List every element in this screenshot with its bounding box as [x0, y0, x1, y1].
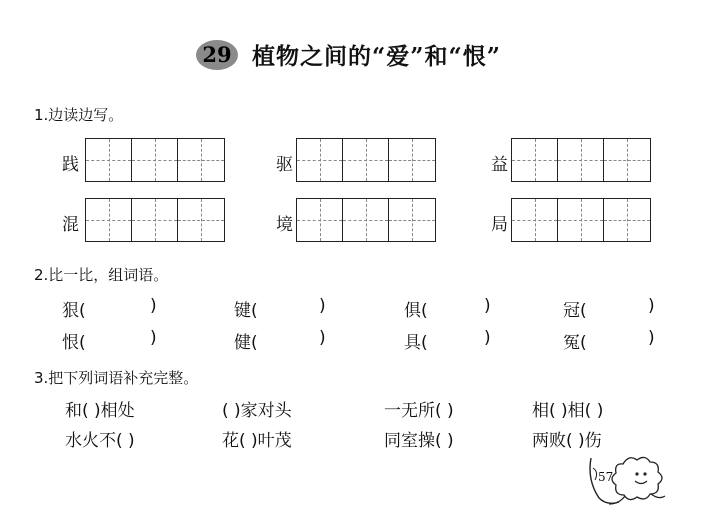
- idiom-item: 同室操( ): [384, 431, 454, 451]
- writing-cell[interactable]: [86, 139, 132, 181]
- close-paren: ): [484, 296, 491, 316]
- writing-grid[interactable]: [296, 198, 436, 242]
- lesson-number-badge: 29: [196, 40, 238, 70]
- writing-cell[interactable]: [178, 139, 224, 181]
- writing-cell[interactable]: [512, 139, 558, 181]
- idiom-item: 相( )相( ): [532, 401, 604, 421]
- writing-grid[interactable]: [511, 138, 651, 182]
- compare-word: 具(: [404, 333, 428, 353]
- close-paren: ): [150, 328, 157, 348]
- writing-cell[interactable]: [604, 139, 650, 181]
- page-number: 57: [598, 470, 614, 484]
- lesson-header: [0, 34, 721, 78]
- close-paren: ): [319, 296, 326, 316]
- close-paren: ): [150, 296, 157, 316]
- idiom-item: 和( )相处: [65, 401, 135, 421]
- compare-word: 狠(: [62, 301, 86, 321]
- compare-word: 键(: [234, 301, 258, 321]
- idiom-item: ( )家对头: [222, 401, 292, 421]
- writing-cell[interactable]: [389, 139, 435, 181]
- writing-cell[interactable]: [178, 199, 224, 241]
- writing-cell[interactable]: [558, 199, 604, 241]
- idiom-item: 花( )叶茂: [222, 431, 292, 451]
- writing-cell[interactable]: [604, 199, 650, 241]
- char-label: 境: [276, 215, 293, 235]
- compare-word: 冤(: [563, 333, 587, 353]
- writing-grid[interactable]: [296, 138, 436, 182]
- writing-cell[interactable]: [132, 139, 178, 181]
- writing-grid[interactable]: [85, 138, 225, 182]
- idiom-item: 一无所( ): [384, 401, 454, 421]
- char-label: 局: [491, 215, 508, 235]
- writing-cell[interactable]: [132, 199, 178, 241]
- compare-word: 冠(: [563, 301, 587, 321]
- writing-grid[interactable]: [85, 198, 225, 242]
- close-paren: ): [648, 328, 655, 348]
- compare-word: 俱(: [404, 301, 428, 321]
- compare-word: 健(: [234, 333, 258, 353]
- writing-cell[interactable]: [86, 199, 132, 241]
- writing-cell[interactable]: [389, 199, 435, 241]
- section-3-label: 3.把下列词语补充完整。: [34, 369, 199, 387]
- writing-cell[interactable]: [343, 199, 389, 241]
- char-label: 践: [62, 155, 79, 175]
- idiom-item: 两败( )伤: [532, 431, 602, 451]
- char-label: 驱: [276, 155, 293, 175]
- lesson-title: 植物之间的“爱”和“恨”: [252, 43, 501, 70]
- writing-cell[interactable]: [343, 139, 389, 181]
- section-2-label: 2.比一比，组词语。: [34, 266, 169, 284]
- writing-cell[interactable]: [297, 199, 343, 241]
- compare-word: 恨(: [62, 333, 86, 353]
- char-label: 混: [62, 215, 79, 235]
- char-label: 益: [491, 155, 508, 175]
- writing-cell[interactable]: [297, 139, 343, 181]
- writing-cell[interactable]: [558, 139, 604, 181]
- close-paren: ): [648, 296, 655, 316]
- close-paren: ): [484, 328, 491, 348]
- writing-cell[interactable]: [512, 199, 558, 241]
- section-1-label: 1.边读边写。: [34, 106, 124, 124]
- close-paren: ): [319, 328, 326, 348]
- idiom-item: 水火不( ): [65, 431, 135, 451]
- writing-grid[interactable]: [511, 198, 651, 242]
